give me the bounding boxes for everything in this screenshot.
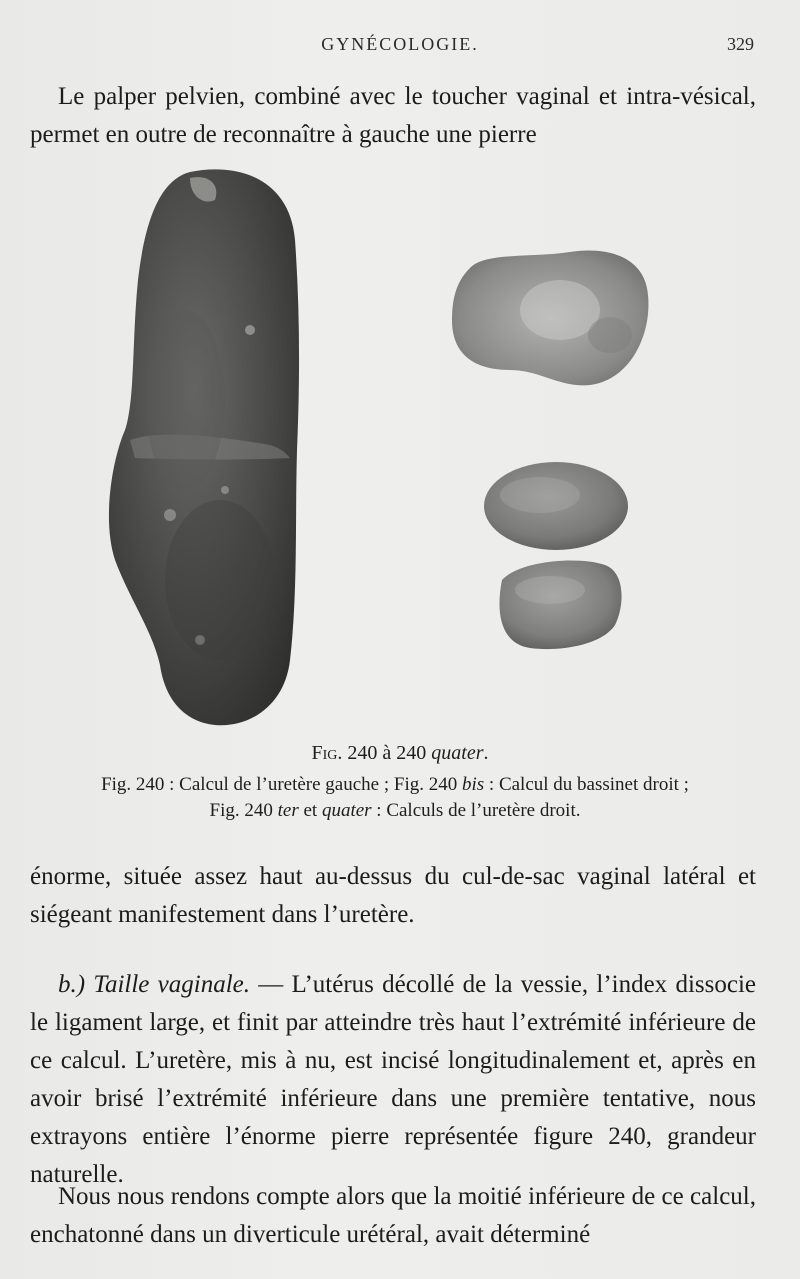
figure-240-calculi <box>90 160 690 740</box>
figure-title-main: 240 à 240 <box>342 742 432 764</box>
section-label: b.) <box>58 971 86 998</box>
figure-title-prefix: Fig. <box>311 742 343 764</box>
figure-title-suffix: . <box>483 742 489 764</box>
section-title: Taille vaginale. <box>93 971 250 998</box>
page-header <box>0 30 800 60</box>
caption-part-3: : Calcul du bassinet droit ; <box>484 774 689 795</box>
caption-part-4: Fig. 240 <box>209 800 278 821</box>
caption-quater: quater <box>321 800 372 821</box>
ureter-calculus-quater-image <box>499 560 621 649</box>
page-number: 329 <box>727 34 754 54</box>
pelvis-calculus-image <box>452 251 648 386</box>
large-calculus-image <box>109 169 299 725</box>
caption-part-6: et <box>298 800 322 821</box>
figure-title-italic: quater <box>431 742 484 764</box>
paragraph-2: énorme, située assez haut au-dessus du cul-de-sac vaginal latéral et siégeant manifestement dans l’uretère. <box>30 863 756 928</box>
caption-part-8: : Calculs de l’uretère droit. <box>371 800 581 821</box>
figure-title <box>0 742 800 765</box>
paragraph-3-body: — L’utérus décollé de la vessie, l’index dissocie le ligament large, et finit par atteindre très haut l’extrémité inférieure de ce calcul. L’uretère, mis à nu, est incisé longitudinalement et, après en avoir brisé l’extrémité inférieure dans une première tentative, nous extrayons entière l’énorme pierre représentée figure 240, grandeur naturelle. <box>30 971 756 1188</box>
ureter-calculus-ter-image <box>484 462 628 550</box>
caption-bis: bis <box>461 774 485 795</box>
running-head: GYNÉCOLOGIE. <box>321 34 479 54</box>
caption-ter: ter <box>277 800 299 821</box>
caption-part-1: Fig. 240 : Calcul de l’uretère gauche ; Fig. 240 <box>101 774 462 795</box>
paragraph-1: Le palper pelvien, combiné avec le toucher vaginal et intra-vésical, permet en outre de reconnaître à gauche une pierre <box>30 83 756 148</box>
paragraph-3 <box>30 966 756 1194</box>
figure-caption <box>32 772 758 824</box>
paragraph-4: Nous nous rendons compte alors que la moitié inférieure de ce calcul, enchatonné dans un diverticule urétéral, avait déterminé <box>30 1183 756 1248</box>
